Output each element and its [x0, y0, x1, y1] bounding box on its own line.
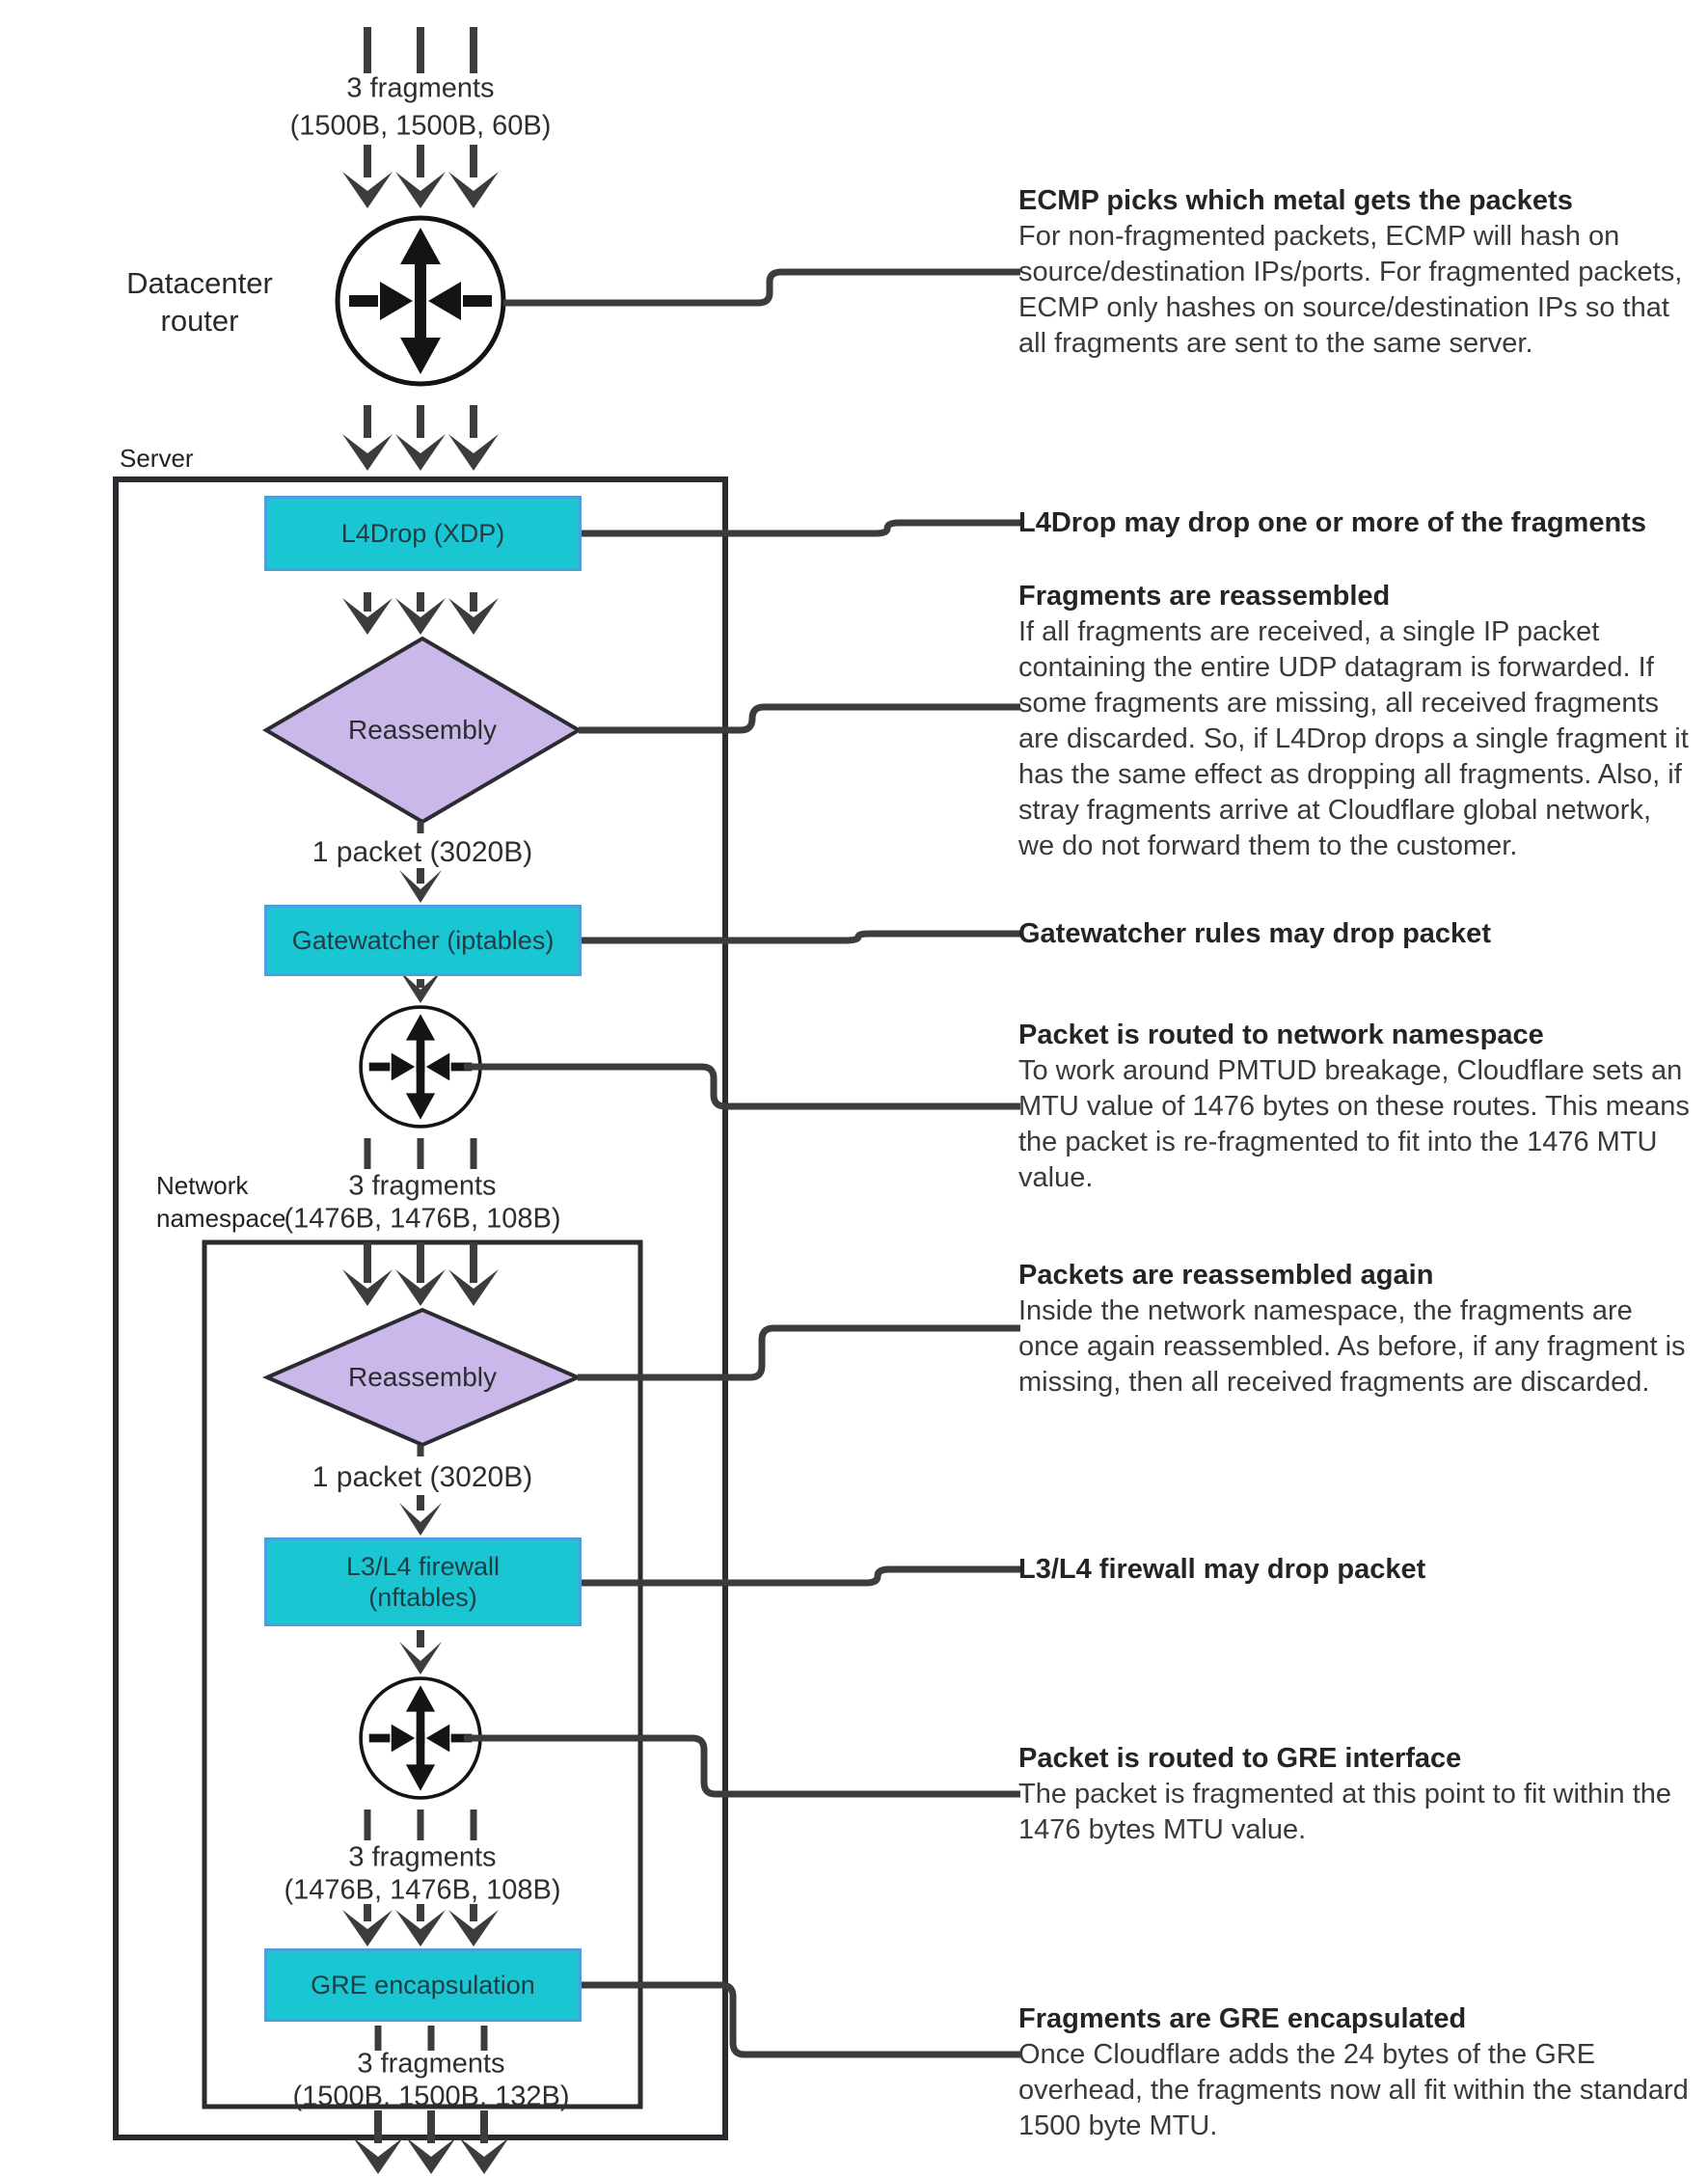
- annotation-body: Inside the network namespace, the fragments are once again reassembled. As before, if any fragment is missing, then all received fragments are discarded.: [1018, 1295, 1686, 1398]
- top-fragments-sizes: (1500B, 1500B, 60B): [289, 110, 552, 142]
- annotation-title: Gatewatcher rules may drop packet: [1018, 918, 1491, 949]
- annotation-title: L3/L4 firewall may drop packet: [1018, 1554, 1426, 1585]
- arrows-out-of-server: [353, 2110, 509, 2174]
- arrows-into-reassembly1: [342, 592, 499, 635]
- annotation-firewall: [1018, 1552, 1694, 1588]
- reassembly2-label: Reassembly: [347, 1362, 498, 1392]
- gre-label: GRE encapsulation: [311, 1971, 535, 2000]
- firewall-label-line1: L3/L4 firewall: [345, 1552, 501, 1581]
- gre-fragment-dashes: [367, 1810, 474, 1840]
- l4drop-label: L4Drop (XDP): [340, 519, 505, 548]
- annotation-ecmp: [1018, 183, 1694, 362]
- annotation-title: Fragments are GRE encapsulated: [1018, 2003, 1467, 2034]
- datacenter-router-icon: [338, 218, 503, 384]
- annotation-reassembled: [1018, 579, 1694, 864]
- top-fragment-dashes: [367, 27, 474, 73]
- server-label: Server: [120, 444, 194, 473]
- bottom-fragment-dashes: [378, 2026, 484, 2051]
- gre-box: [264, 1948, 582, 2022]
- gre-fragments-sizes: (1476B, 1476B, 108B): [284, 1874, 561, 1906]
- firewall-label-line2: (nftables): [368, 1583, 477, 1612]
- annotation-title: Packet is routed to GRE interface: [1018, 1743, 1462, 1774]
- mid-fragments-sizes: (1476B, 1476B, 108B): [284, 1203, 561, 1235]
- annotation-title: ECMP picks which metal gets the packets: [1018, 185, 1573, 216]
- annotation-l4drop: [1018, 505, 1694, 541]
- arrows-into-reassembly2: [342, 1242, 499, 1306]
- annotation-body: Once Cloudflare adds the 24 bytes of the GRE overhead, the fragments now all fit within the standard 1500 byte MTU.: [1018, 2039, 1689, 2141]
- gre-fragments-label: 3 fragments: [348, 1841, 497, 1873]
- annotation-gre-interface: [1018, 1741, 1694, 1848]
- arrow-into-router3: [399, 1630, 442, 1674]
- annotation-title: L4Drop may drop one or more of the fragments: [1018, 507, 1646, 538]
- annotation-reassembled-again: [1018, 1258, 1694, 1401]
- gre-route-router-icon: [361, 1678, 480, 1798]
- firewall-box: [264, 1538, 582, 1626]
- annotation-body: The packet is fragmented at this point to fit within the 1476 bytes MTU value.: [1018, 1779, 1672, 1845]
- annotation-routed-namespace: [1018, 1018, 1694, 1196]
- arrow-into-firewall: [399, 1495, 442, 1536]
- bottom-fragments-sizes: (1500B, 1500B, 132B): [292, 2081, 570, 2112]
- gatewatcher-label: Gatewatcher (iptables): [291, 926, 555, 955]
- annotation-body: If all fragments are received, a single IP packet containing the entire UDP datagram is forwarded. If some fragments are missing, all received fragments are discarded. So, if L4Drop drops a single fragment it has the same effect as dropping all fragments. Also, if stray fragments arrive at Cloudflare global network, we do not forward them to the customer.: [1018, 616, 1689, 861]
- reassembly1-label: Reassembly: [347, 715, 498, 745]
- mid-fragments-label: 3 fragments: [348, 1170, 497, 1202]
- packet2-label: 1 packet (3020B): [312, 1461, 533, 1493]
- annotation-title: Packets are reassembled again: [1018, 1260, 1434, 1291]
- annotation-gre-encapsulated: [1018, 2001, 1694, 2144]
- annotation-title: Packet is routed to network namespace: [1018, 1020, 1544, 1050]
- packet1-label: 1 packet (3020B): [312, 836, 533, 868]
- top-fragments-label: 3 fragments: [346, 72, 495, 104]
- arrows-into-gre: [342, 1904, 499, 1946]
- arrow-into-gatewatcher: [399, 868, 442, 903]
- namespace-route-router-icon: [361, 1007, 480, 1127]
- annotation-body: To work around PMTUD breakage, Cloudflare sets an MTU value of 1476 bytes on these routes. This means the packet is re-fragmented to fit into the 1476 MTU value.: [1018, 1055, 1690, 1193]
- network-namespace-label: Network namespace: [156, 1171, 286, 1233]
- annotation-body: For non-fragmented packets, ECMP will hash on source/destination IPs/ports. For fragmented packets, ECMP only hashes on source/destination IPs so that all fragments are sent to the same server.: [1018, 221, 1683, 359]
- annotation-title: Fragments are reassembled: [1018, 581, 1391, 612]
- annotation-gatewatcher: [1018, 916, 1694, 952]
- arrows-into-router1: [342, 145, 499, 208]
- mid-fragment-dashes: [367, 1138, 474, 1169]
- gatewatcher-box: [264, 905, 582, 976]
- arrows-into-server: [342, 405, 499, 471]
- l4drop-box: [264, 496, 582, 571]
- datacenter-router-label: Datacenter router: [126, 266, 273, 338]
- bottom-fragments-label: 3 fragments: [357, 2048, 505, 2080]
